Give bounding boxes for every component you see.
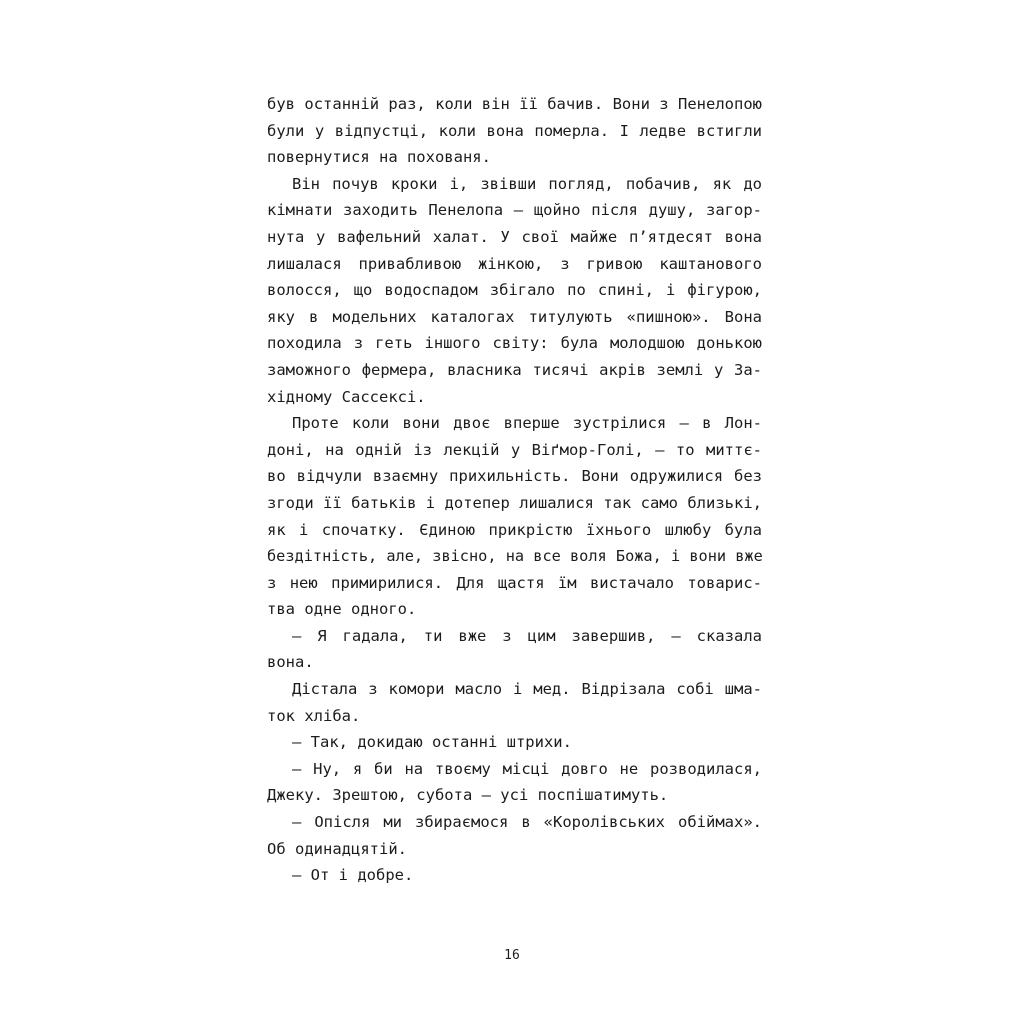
text-line: волосся, що водоспадом збігало по спині, і фігурою, <box>267 281 762 300</box>
text-line: — Опісля ми збираємося в «Королівських обіймах». <box>292 813 762 832</box>
text-line: ток хліба. <box>267 706 361 725</box>
text-line: кімнати заходить Пенелопа — щойно після душу, загор- <box>267 201 762 220</box>
text-line: яку в модельних каталогах титулують «пишною». Вона <box>267 307 762 326</box>
text-line: нута у вафельний халат. У свої майже п’ятдесят вона <box>267 227 762 246</box>
text-line: заможного фермера, власника тисячі акрів землі у За- <box>267 360 762 379</box>
text-line: во відчули взаємну прихильність. Вони одружилися без <box>267 467 762 486</box>
text-line: Дістала з комори масло і мед. Відрізала собі шма- <box>292 680 762 699</box>
page-number: 16 <box>504 948 520 963</box>
text-line: лишалася привабливою жінкою, з гривою каштанового <box>267 254 762 273</box>
text-line: доні, на одній із лекцій у Віґмор-Голі, — то миттє- <box>267 440 762 459</box>
text-line: з нею примирилися. Для щастя їм вистачало товарис- <box>267 573 762 592</box>
text-line: вона. <box>267 653 314 672</box>
text-line: — От і добре. <box>292 866 414 885</box>
text-line: тва одне одного. <box>267 600 417 619</box>
text-line: Джеку. Зрештою, субота — усі поспішатимуть. <box>267 786 669 805</box>
text-line: був останній раз, коли він її бачив. Вони з Пенелопою <box>267 95 762 113</box>
text-line: Проте коли вони двоє вперше зустрілися — в Лон- <box>292 414 762 433</box>
text-line: Він почув кроки і, звівши погляд, побачив, як до <box>292 174 762 193</box>
text-line: — Так, докидаю останні штрихи. <box>292 733 572 752</box>
text-line: походила з геть іншого світу: була молодшою донькою <box>267 334 762 353</box>
text-line: згоди її батьків і дотепер лишалися так само близькі, <box>267 493 762 512</box>
text-line: бездітність, але, звісно, на все воля Божа, і вони вже <box>267 547 763 566</box>
text-line: — Ну, я би на твоєму місці довго не розводилася, <box>292 759 762 778</box>
text-line: Об одинадцятій. <box>267 839 407 858</box>
text-line: як і спочатку. Єдиною прикрістю їхнього шлюбу була <box>267 520 762 539</box>
text-line: хідному Сассексі. <box>267 387 426 406</box>
text-line: — Я гадала, ти вже з цим завершив, — сказала <box>292 626 762 645</box>
text-line: були у відпустці, коли вона померла. І ледве встигли <box>267 121 762 140</box>
body-text <box>267 91 762 889</box>
text-line: повернутися на похованя. <box>267 148 491 167</box>
